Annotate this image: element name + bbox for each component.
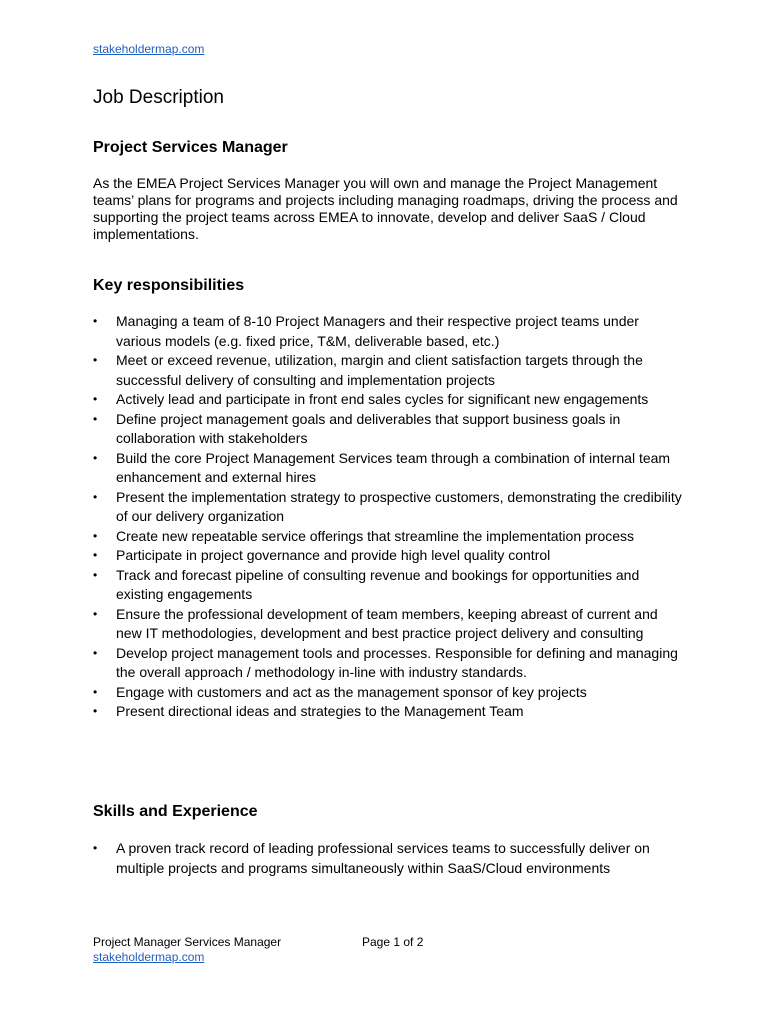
- list-item-text: Managing a team of 8-10 Project Managers and their respective project teams under various models (e.g. fixed price, T&M, deliverable based, etc.): [116, 313, 639, 349]
- bullet-icon: •: [93, 314, 98, 328]
- list-item-text: Actively lead and participate in front end sales cycles for significant new engagements: [116, 391, 649, 407]
- bullet-icon: •: [93, 567, 98, 582]
- list-item-text: Present directional ideas and strategies to the Management Team: [116, 703, 524, 719]
- list-item: [93, 527, 683, 547]
- bullet-icon: •: [93, 684, 98, 699]
- list-item-text: Engage with customers and act as the management sponsor of key projects: [116, 683, 587, 700]
- list-item: [93, 351, 683, 390]
- list-item: [93, 566, 683, 605]
- list-item: [93, 546, 683, 566]
- list-item: [93, 449, 683, 488]
- list-item-text: Define project management goals and deliverables that support business goals in collaboration with stakeholders: [116, 410, 621, 446]
- list-item: [93, 410, 683, 449]
- bullet-icon: •: [93, 450, 98, 465]
- bullet-icon: •: [93, 489, 98, 504]
- list-item: [93, 683, 683, 703]
- list-item-text: Track and forecast pipeline of consulting revenue and bookings for opportunities and existing engagements: [116, 566, 640, 602]
- skills-list: [93, 839, 683, 878]
- list-item-text: A proven track record of leading professional services teams to successfully deliver on multiple projects and programs simultaneously within SaaS/Cloud environments: [116, 840, 650, 876]
- document-title: Job Description: [93, 87, 224, 108]
- list-item: [93, 839, 683, 878]
- list-item-text: Ensure the professional development of team members, keeping abreast of current and new IT methodologies, development and best practice project delivery and consulting: [116, 605, 658, 641]
- list-item-text: Present the implementation strategy to prospective customers, demonstrating the credibility of our delivery organization: [116, 488, 682, 524]
- list-item: [93, 312, 683, 351]
- responsibilities-heading: Key responsibilities: [93, 277, 245, 294]
- responsibilities-list: [93, 312, 683, 722]
- bullet-icon: •: [93, 704, 98, 718]
- skills-heading: Skills and Experience: [93, 803, 258, 820]
- bullet-icon: •: [93, 353, 98, 367]
- list-item: [93, 644, 683, 683]
- bullet-icon: •: [93, 548, 98, 562]
- job-summary: As the EMEA Project Services Manager you will own and manage the Project Management teams’ plans for programs and projects including managing roadmaps, driving the process and supporting the project teams across EMEA to innovate, develop and deliver SaaS / Cloud implementations.: [93, 175, 678, 242]
- list-item: [93, 488, 683, 527]
- bullet-icon: •: [93, 606, 98, 621]
- bullet-icon: •: [93, 841, 98, 855]
- job-title: Project Services Manager: [93, 139, 288, 156]
- footer-document-name: Project Manager Services Manager: [93, 935, 282, 949]
- footer-page-number: Page 1 of 2: [362, 935, 424, 949]
- bullet-icon: •: [93, 645, 98, 660]
- footer-link[interactable]: stakeholdermap.com: [93, 950, 205, 964]
- header-link[interactable]: stakeholdermap.com: [93, 42, 205, 56]
- bullet-icon: •: [93, 528, 98, 543]
- list-item-text: Participate in project governance and provide high level quality control: [116, 547, 551, 563]
- list-item-text: Meet or exceed revenue, utilization, margin and client satisfaction targets through the successful delivery of consulting and implementation projects: [116, 352, 643, 388]
- list-item: [93, 702, 683, 722]
- list-item-text: Develop project management tools and processes. Responsible for defining and managing the overall approach / methodology in-line with industry standards.: [116, 644, 678, 680]
- bullet-icon: •: [93, 411, 98, 426]
- list-item-text: Create new repeatable service offerings that streamline the implementation process: [116, 527, 635, 544]
- list-item: [93, 390, 683, 410]
- bullet-icon: •: [93, 392, 98, 406]
- list-item-text: Build the core Project Management Services team through a combination of internal team enhancement and external hires: [116, 449, 671, 485]
- list-item: [93, 605, 683, 644]
